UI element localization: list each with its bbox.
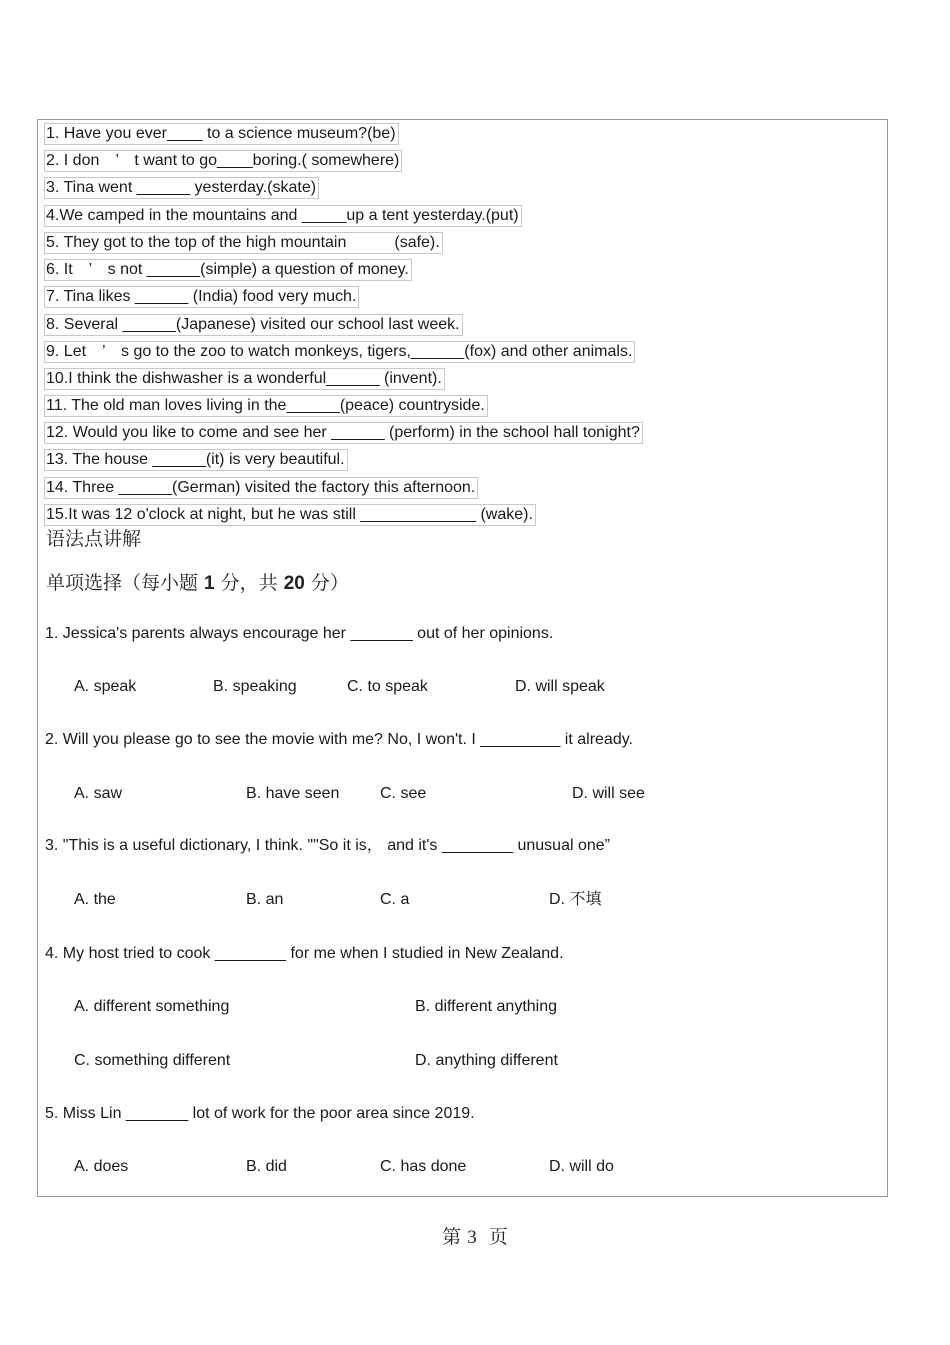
question-2-stem: 2. Will you please go to see the movie with me? No, I won't. I _________ it already. — [45, 731, 633, 748]
grammar-heading: 语法点讲解 — [46, 528, 142, 550]
question-4-stem: 4. My host tried to cook ________ for me when I studied in New Zealand. — [45, 945, 564, 962]
fill-item-6: 6. It ’ s not ______(simple) a question of money. — [44, 259, 412, 281]
fill-item-14: 14. Three ______(German) visited the factory this afternoon. — [44, 477, 478, 499]
page-number-pre: 第 — [442, 1226, 462, 1248]
fill-item-4: 4.We camped in the mountains and _____up a tent yesterday.(put) — [44, 205, 522, 227]
question-2-option-c: C. see — [380, 785, 427, 802]
question-1-option-c: C. to speak — [347, 678, 428, 695]
mc-heading-points: 1 — [204, 573, 215, 594]
page-number — [0, 1222, 950, 1249]
question-3-option-c: C. a — [380, 891, 410, 908]
question-1-option-b: B. speaking — [213, 678, 297, 695]
question-4-option-c: C. something different — [74, 1052, 231, 1069]
fill-item-9: 9. Let ’ s go to the zoo to watch monkeys, tigers,______(fox) and other animals. — [44, 341, 635, 363]
question-3-option-d: D. 不填 — [549, 891, 602, 908]
question-5-option-a: A. does — [74, 1158, 129, 1175]
question-1-option-d: D. will speak — [515, 678, 605, 695]
question-1-option-a: A. speak — [74, 678, 137, 695]
question-2-option-b: B. have seen — [246, 785, 340, 802]
fill-item-11: 11. The old man loves living in the______(peace) countryside. — [44, 395, 488, 417]
question-3-option-a: A. the — [74, 891, 116, 908]
fill-item-8: 8. Several ______(Japanese) visited our school last week. — [44, 314, 463, 336]
mc-heading-mid: 分，共 — [214, 572, 284, 594]
mc-heading-prefix: 单项选择（每小题 — [46, 572, 205, 594]
mc-heading-suffix: 分） — [304, 572, 349, 594]
mc-heading — [46, 571, 349, 596]
fill-item-3: 3. Tina went ______ yesterday.(skate) — [44, 177, 319, 199]
question-5-option-d: D. will do — [549, 1158, 614, 1175]
question-3-stem: 3. "This is a useful dictionary, I think. ""So it is， and it's ________ unusual one” — [45, 837, 610, 854]
question-4-option-d: D. anything different — [415, 1052, 558, 1069]
mc-heading-total: 20 — [283, 573, 305, 594]
fill-item-2: 2. I don ’ t want to go____boring.( somewhere) — [44, 150, 402, 172]
question-5-option-c: C. has done — [380, 1158, 467, 1175]
page-number-post: 页 — [488, 1226, 508, 1248]
question-2-option-a: A. saw — [74, 785, 123, 802]
fill-item-1: 1. Have you ever____ to a science museum?(be) — [44, 123, 399, 145]
question-5-stem: 5. Miss Lin _______ lot of work for the poor area since 2019. — [45, 1105, 475, 1122]
fill-item-15: 15.It was 12 o'clock at night, but he was still _____________ (wake). — [44, 504, 536, 526]
question-2-option-d: D. will see — [572, 785, 645, 802]
fill-item-12: 12. Would you like to come and see her ______ (perform) in the school hall tonight? — [44, 422, 643, 444]
question-1-stem: 1. Jessica's parents always encourage her _______ out of her opinions. — [45, 625, 554, 642]
fill-item-5: 5. They got to the top of the high mountain (safe). — [44, 232, 443, 254]
fill-item-7: 7. Tina likes ______ (India) food very much. — [44, 286, 359, 308]
question-5-option-b: B. did — [246, 1158, 287, 1175]
fill-item-10: 10.I think the dishwasher is a wonderful______ (invent). — [44, 368, 445, 390]
question-4-option-b: B. different anything — [415, 998, 558, 1015]
page-number-value: 3 — [467, 1227, 477, 1248]
question-4-option-a: A. different something — [74, 998, 230, 1015]
fill-item-13: 13. The house ______(it) is very beautiful. — [44, 449, 348, 471]
question-3-option-b: B. an — [246, 891, 284, 908]
